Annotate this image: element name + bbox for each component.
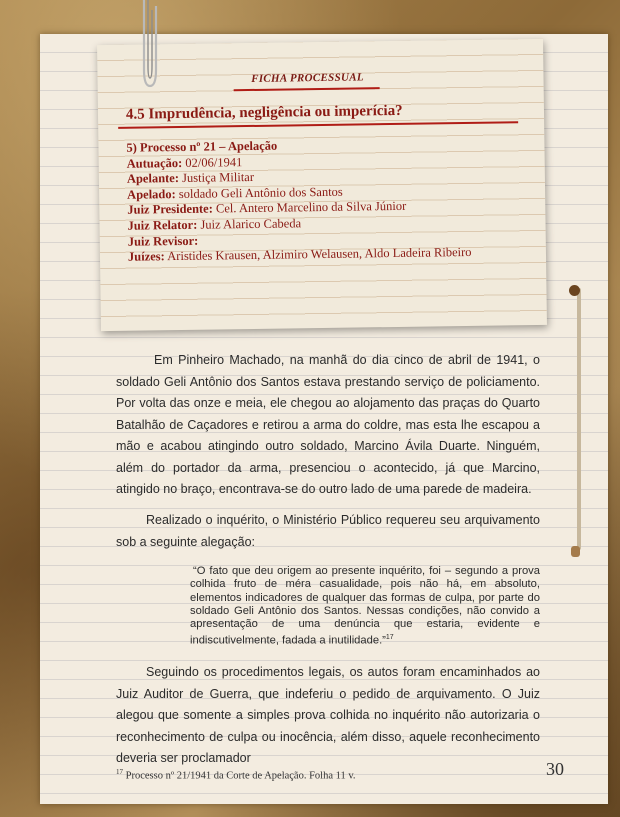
stick-decoration bbox=[577, 288, 581, 550]
footnote: $^{17}$ Processo nº 21/1941 da Corte de Apelação. Folha 11 v. bbox=[116, 768, 356, 782]
paragraph-1: Em Pinheiro Machado, na manhã do dia cinco de abril de 1941, o soldado Geli Antônio dos Santos estava prestando serviço de policiamento. Por volta das onze e meia, ele chegou ao alojamento das praças do Quarto Batalhão de Caçadores e retirou a arma do coldre, mas esta lhe escapou a mão e acabou atingindo outro soldado, Marcino Ávila Duarte. Ninguém, além do portador da arma, presenciou o acontecido, já que Marcino, atingido no braço, encontrava-se do outro lado de uma parede de madeira. bbox=[116, 353, 540, 496]
field-apelado: Apelado: soldado Geli Antônio dos Santos bbox=[127, 184, 343, 202]
case-file-card bbox=[97, 39, 547, 331]
field-juiz-relator: Juiz Relator: Juiz Alarico Cabeda bbox=[127, 216, 302, 233]
field-juiz-presidente: Juiz Presidente: Cel. Antero Marcelino da Silva Júnior bbox=[127, 199, 407, 218]
field-apelante: Apelante: Justiça Militar bbox=[126, 170, 255, 186]
process-line: 5) Processo nº 21 – Apelação bbox=[126, 138, 278, 155]
paragraph-3: Seguindo os procedimentos legais, os autos foram encaminhados ao Juiz Auditor de Guerra, que indeferiu o pedido de arquivamento. O Juiz alegou que somente a simples prova colhida no inquérito não autorizaria o reconhecimento de culpa ou inocência, além disso, aquele reconhecimento deveria ser proclamador bbox=[116, 665, 540, 765]
field-juizes: Juízes: Aristides Krausen, Alzimiro Welausen, Aldo Ladeira Ribeiro bbox=[127, 245, 472, 264]
header-underline bbox=[234, 87, 380, 91]
paragraph-2: Realizado o inquérito, o Ministério Público requereu seu arquivamento sob a seguinte alegação: bbox=[116, 513, 540, 549]
field-juiz-revisor: Juiz Revisor: bbox=[127, 233, 199, 249]
section-title: 4.5 Imprudência, negligência ou imperícia? bbox=[125, 102, 403, 123]
stick-knob-top bbox=[569, 285, 580, 296]
page-number: 30 bbox=[546, 759, 564, 779]
stick-knob-bottom bbox=[571, 546, 580, 557]
quote-footnote-ref: 17 bbox=[385, 634, 394, 642]
case-details bbox=[126, 136, 498, 266]
card-header: FICHA PROCESSUAL bbox=[251, 71, 364, 85]
block-quote: “O fato que deu origem ao presente inquérito, foi – segundo a prova colhida fruto de méra casualidade, pois não há, em absoluto, elementos indicadores de qualquer das formas de culpa, por parte do soldado Geli Antônio dos Santos. Nessas condições, não convido a apresentação de uma denúncia que estaria, evidente e indiscutivelmente, fadada a inutilidade.”$^{17}$ bbox=[190, 565, 540, 648]
field-autuacao: Autuação: 02/06/1941 bbox=[126, 154, 243, 171]
paperclip-icon bbox=[137, 0, 163, 92]
